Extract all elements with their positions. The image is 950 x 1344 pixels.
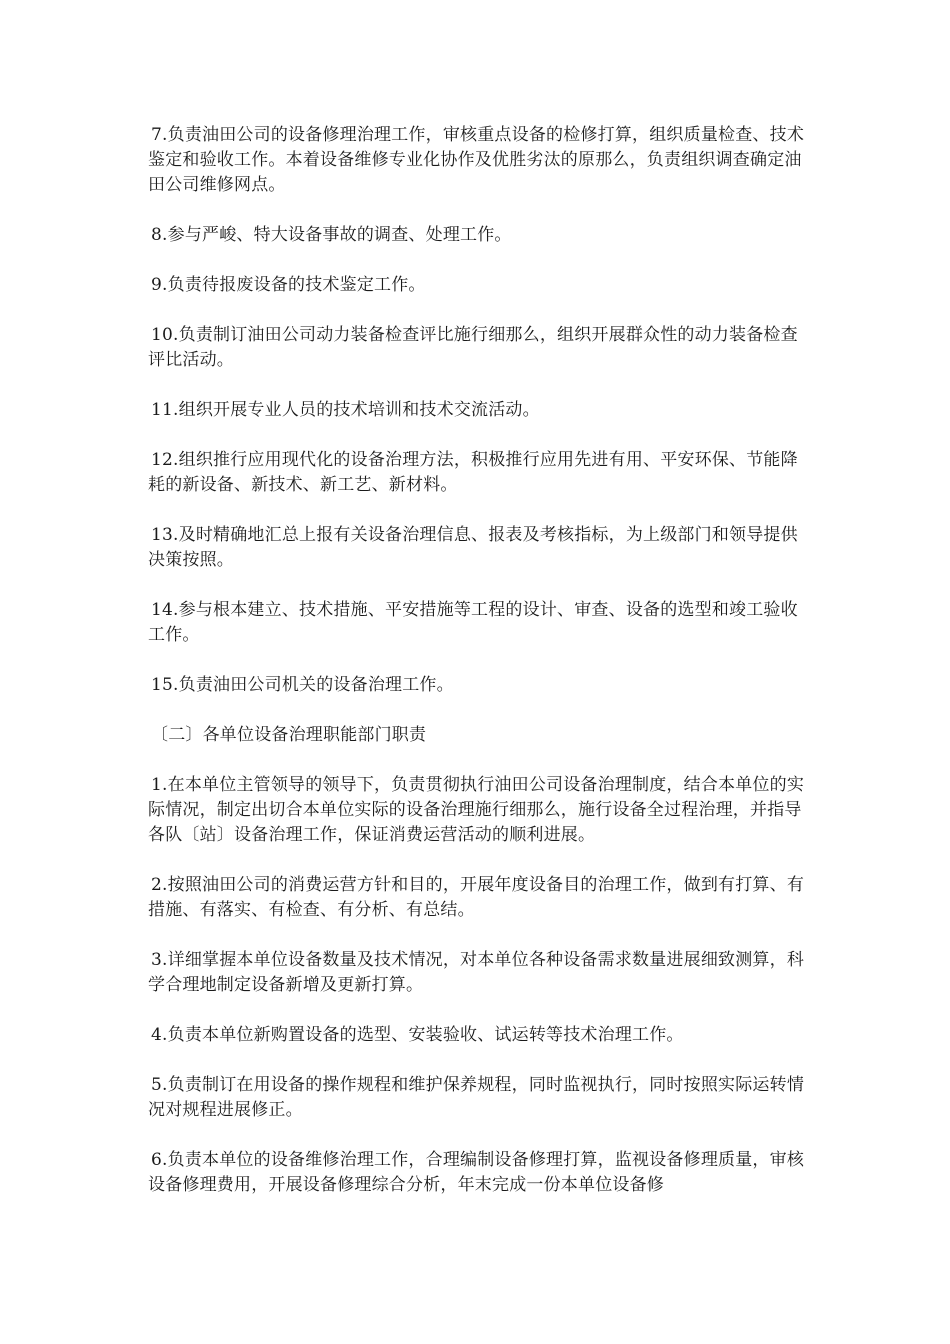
section-heading-unit-duties: 〔二〕各单位设备治理职能部门职责 [151,725,427,745]
paragraph-unit-duty-1: 1.在本单位主管领导的领导下，负责贯彻执行油田公司设备治理制度，结合本单位的实际情况，制定出切合本单位实际的设备治理施行细那么，施行设备全过程治理，并指导各队〔站〕设备治理工作，保证消费运营活动的顺利进展。 [148,775,805,845]
paragraph-duty-9: 9.负责待报废设备的技术鉴定工作。 [151,275,426,295]
paragraph-unit-duty-6: 6.负责本单位的设备维修治理工作，合理编制设备修理打算，监视设备修理质量，审核设备修理费用，开展设备修理综合分析，年末完成一份本单位设备修 [148,1150,805,1195]
paragraph-duty-7: 7.负责油田公司的设备修理治理工作，审核重点设备的检修打算，组织质量检查、技术鉴定和验收工作。本着设备维修专业化协作及优胜劣汰的原那么，负责组织调查确定油田公司维修网点。 [148,125,805,195]
paragraph-unit-duty-4: 4.负责本单位新购置设备的选型、安装验收、试运转等技术治理工作。 [151,1025,684,1045]
paragraph-unit-duty-3: 3.详细掌握本单位设备数量及技术情况，对本单位各种设备需求数量进展细致测算，科学合理地制定设备新增及更新打算。 [148,950,805,995]
paragraph-unit-duty-5: 5.负责制订在用设备的操作规程和维护保养规程，同时监视执行，同时按照实际运转情况对规程进展修正。 [148,1075,805,1120]
paragraph-duty-8: 8.参与严峻、特大设备事故的调查、处理工作。 [151,225,512,245]
paragraph-duty-15: 15.负责油田公司机关的设备治理工作。 [151,675,454,695]
paragraph-duty-12: 12.组织推行应用现代化的设备治理方法，积极推行应用先进有用、平安环保、节能降耗的新设备、新技术、新工艺、新材料。 [148,450,798,495]
paragraph-unit-duty-2: 2.按照油田公司的消费运营方针和目的，开展年度设备目的治理工作，做到有打算、有措施、有落实、有检查、有分析、有总结。 [148,875,805,920]
paragraph-duty-13: 13.及时精确地汇总上报有关设备治理信息、报表及考核指标，为上级部门和领导提供决策按照。 [148,525,798,570]
paragraph-duty-14: 14.参与根本建立、技术措施、平安措施等工程的设计、审查、设备的选型和竣工验收工作。 [148,600,798,645]
paragraph-duty-11: 11.组织开展专业人员的技术培训和技术交流活动。 [151,400,540,420]
document-page [148,123,808,1198]
paragraph-duty-10: 10.负责制订油田公司动力装备检查评比施行细那么，组织开展群众性的动力装备检查评比活动。 [148,325,798,370]
